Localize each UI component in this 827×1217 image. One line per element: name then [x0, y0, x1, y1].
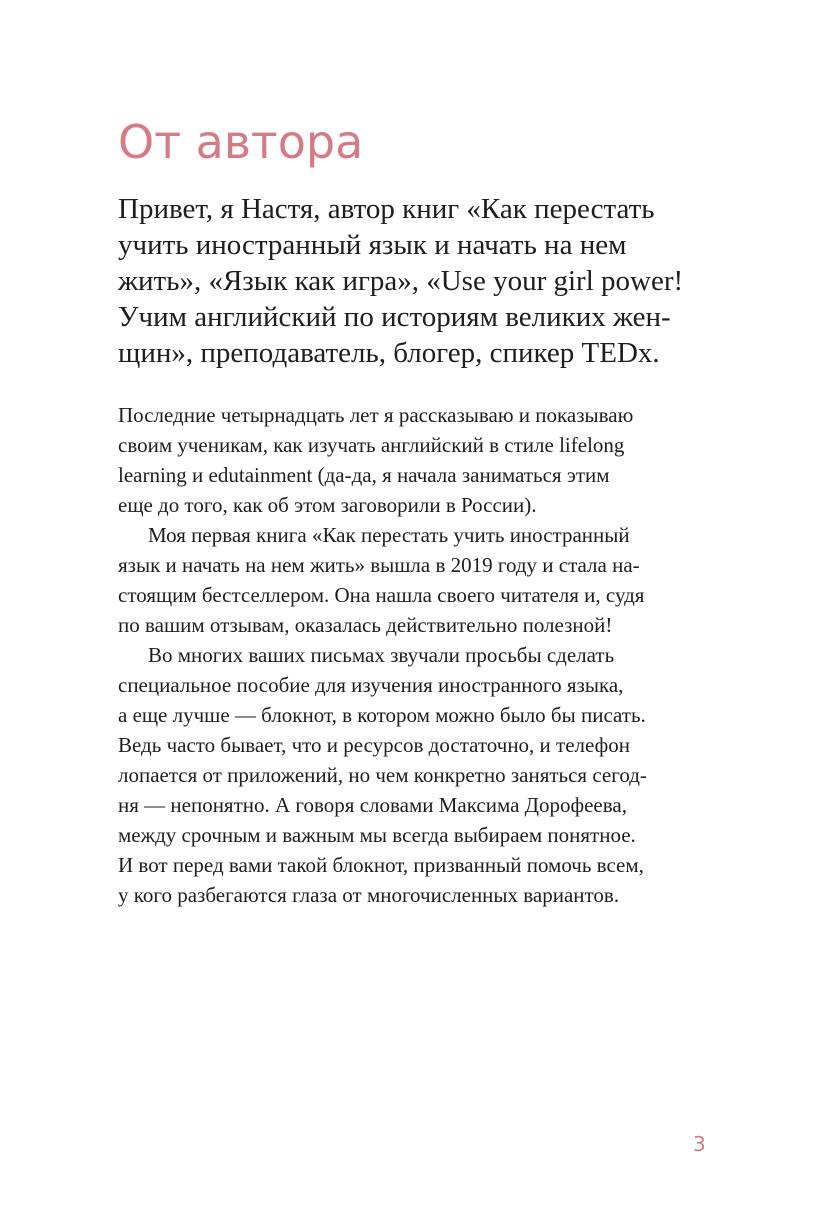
body-line: у кого разбегаются глаза от многочисленных вариантов. [118, 883, 620, 907]
body-line: ня — непонятно. А говоря словами Максима Дорофеева, [118, 793, 627, 817]
body-line: Моя первая книга «Как перестать учить иностранный [148, 523, 630, 547]
body-line: между срочным и важным мы всегда выбираем понятное. [118, 823, 636, 847]
body-line: Ведь часто бывает, что и ресурсов достаточно, и телефон [118, 733, 630, 757]
intro-line: жить», «Язык как игра», «Use your girl power! [118, 265, 684, 297]
body-line: Во многих ваших письмах звучали просьбы сделать [148, 643, 615, 667]
body-line: стоящим бестселлером. Она нашла своего читателя и, судя [118, 583, 645, 607]
page-number: 3 [693, 1132, 706, 1156]
body-text [118, 400, 718, 910]
intro-line: Привет, я Настя, автор книг «Как перестать [118, 193, 655, 225]
intro-line: учить иностранный язык и начать на нем [118, 229, 627, 261]
body-line: Последние четырнадцать лет я рассказываю и показываю [118, 403, 634, 427]
intro-line: щин», преподаватель, блогер, спикер TEDx. [118, 337, 660, 369]
body-line: И вот перед вами такой блокнот, призванный помочь всем, [118, 853, 644, 877]
body-line: своим ученикам, как изучать английский в стиле lifelong [118, 433, 625, 457]
body-line: язык и начать на нем жить» вышла в 2019 году и стала на- [118, 553, 640, 577]
body-line: еще до того, как об этом заговорили в России). [118, 493, 537, 517]
intro-line: Учим английский по историям великих жен- [118, 301, 671, 333]
body-line: специальное пособие для изучения иностранного языка, [118, 673, 624, 697]
body-line: по вашим отзывам, оказалась действительно полезной! [118, 613, 613, 637]
body-line: лопается от приложений, но чем конкретно заняться сегод- [118, 763, 647, 787]
body-line: а еще лучше — блокнот, в котором можно было бы писать. [118, 703, 646, 727]
body-line: learning и edutainment (да-да, я начала заниматься этим [118, 463, 610, 487]
intro-paragraph [118, 191, 718, 371]
page-title: От автора [118, 115, 364, 169]
